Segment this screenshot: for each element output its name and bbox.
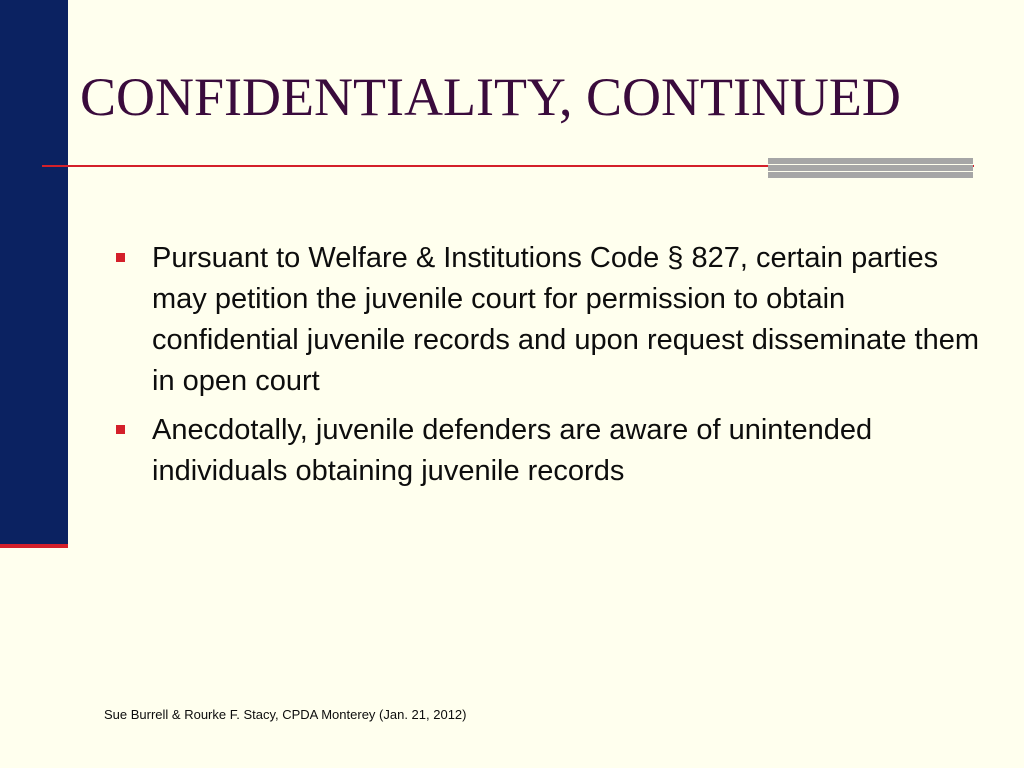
- slide-footer: Sue Burrell & Rourke F. Stacy, CPDA Monterey (Jan. 21, 2012): [104, 707, 467, 722]
- bullet-item: [110, 410, 990, 492]
- bullet-item: [110, 238, 990, 402]
- bullet-list: [110, 238, 990, 500]
- red-square-bullet-icon: [116, 425, 125, 434]
- side-bar: [0, 0, 68, 545]
- title-rule-gray-stripes: [768, 158, 973, 178]
- bullet-text: Pursuant to Welfare & Institutions Code § 827, certain parties may petition the juvenile court for permission to obtain confidential juvenile records and upon request disseminate them in open court: [152, 242, 979, 397]
- slide-title: CONFIDENTIALITY, CONTINUED: [80, 67, 901, 127]
- side-bar-accent: [0, 544, 68, 548]
- red-square-bullet-icon: [116, 253, 125, 262]
- bullet-text: Anecdotally, juvenile defenders are aware of unintended individuals obtaining juvenile records: [152, 414, 873, 487]
